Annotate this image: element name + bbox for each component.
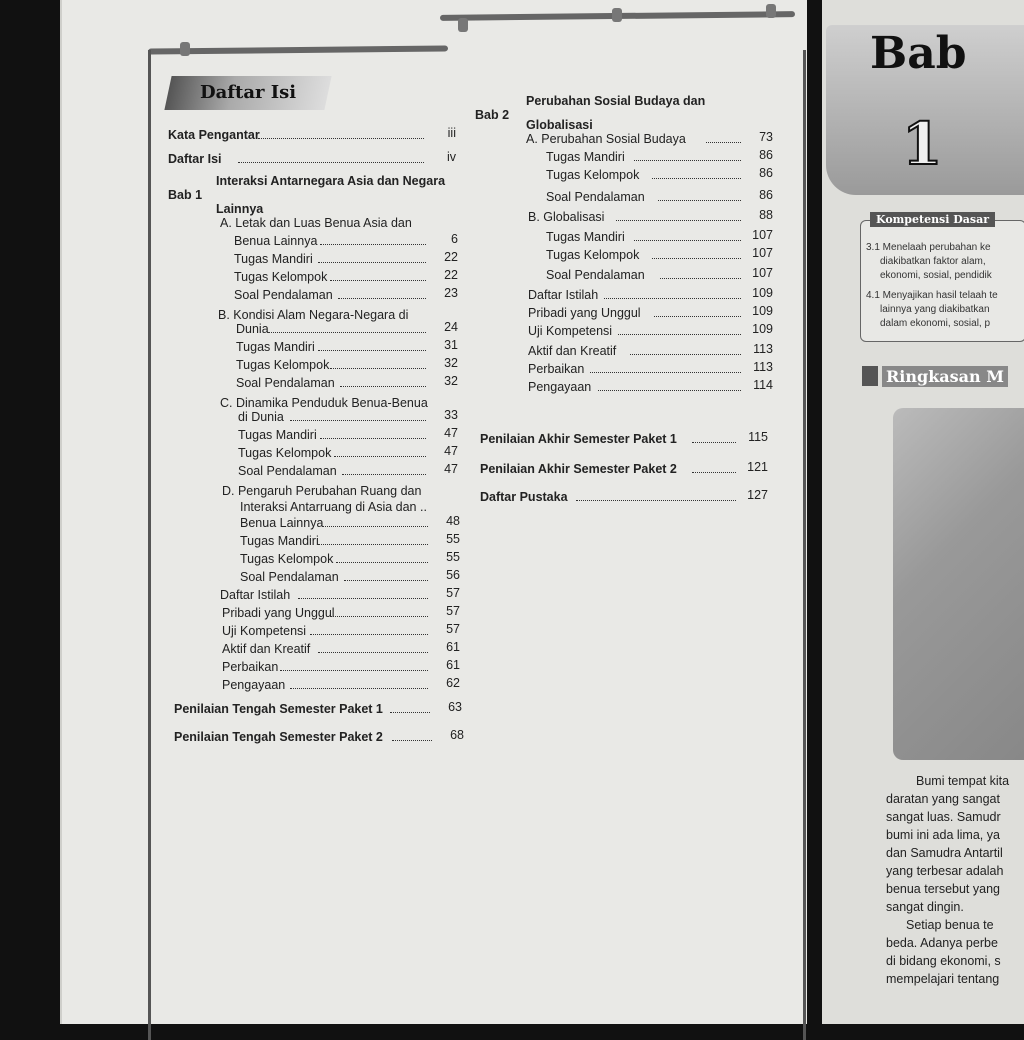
toc-entry-title: Pengayaan <box>222 678 286 692</box>
toc-entry-title: Soal Pendalaman <box>240 570 339 584</box>
toc-entry-title: Daftar Istilah <box>220 588 291 602</box>
toc-leader-dots <box>344 570 428 581</box>
toc-entry-title: Uji Kompetensi <box>222 624 307 638</box>
body-line: sangat dingin. <box>886 900 964 914</box>
toc-entry-title: di Dunia <box>238 410 284 424</box>
toc-leader-dots <box>618 324 741 335</box>
toc-page-number: 55 <box>446 550 460 564</box>
toc-entry-title: Tugas Kelompok <box>234 270 328 284</box>
kompetensi-line: dalam ekonomi, sosial, p <box>880 318 991 329</box>
chapter-number: 1 <box>902 110 943 178</box>
toc-leader-dots <box>630 344 741 355</box>
toc-leader-dots <box>634 150 741 161</box>
toc-entry-title: Interaksi Antarnegara Asia dan Negara <box>216 174 446 188</box>
toc-entry-title: Tugas Mandiri <box>236 340 315 354</box>
toc-leader-dots <box>652 248 741 259</box>
toc-entry-title: Tugas Kelompok <box>546 248 640 262</box>
toc-leader-dots <box>342 464 426 475</box>
toc-leader-dots <box>268 322 426 333</box>
toc-leader-dots <box>322 516 428 527</box>
toc-page-number: 109 <box>752 286 773 300</box>
toc-entry-title: Bab 1 <box>168 188 203 202</box>
toc-entry-title: Pengayaan <box>528 380 592 394</box>
toc-page-number: 55 <box>446 532 460 546</box>
body-line: di bidang ekonomi, s <box>886 954 1001 968</box>
toc-page-number: 107 <box>752 228 773 242</box>
toc-entry-title: Pribadi yang Unggul <box>222 606 335 620</box>
kompetensi-line: 4.1 Menyajikan hasil telaah te <box>866 290 998 301</box>
toc-page-number: 47 <box>444 462 458 476</box>
body-line: Bumi tempat kita <box>916 774 1010 788</box>
kompetensi-line: ekonomi, sosial, pendidik <box>880 270 992 281</box>
toc-leader-dots <box>340 376 426 387</box>
body-line: sangat luas. Samudr <box>886 810 1001 824</box>
toc-leader-dots <box>634 230 741 241</box>
kompetensi-line: lainnya yang diakibatkan <box>880 304 990 315</box>
toc-page-number: 86 <box>759 148 773 162</box>
toc-leader-dots <box>318 340 426 351</box>
toc-entry-title: Perubahan Sosial Budaya dan <box>526 94 706 108</box>
toc-page-number: 107 <box>752 266 773 280</box>
toc-entry-title: Penilaian Tengah Semester Paket 2 <box>174 730 383 744</box>
toc-entry-title: Daftar Istilah <box>528 288 599 302</box>
toc-page-number: iv <box>446 150 456 164</box>
toc-page-number: 68 <box>450 728 464 742</box>
toc-page-number: 57 <box>446 622 460 636</box>
toc-page-number: 73 <box>759 130 773 144</box>
toc-leader-dots <box>280 660 428 671</box>
rail-knob <box>458 18 468 32</box>
toc-page-number: 56 <box>446 568 460 582</box>
toc-page-number: 32 <box>444 356 458 370</box>
toc-leader-dots <box>318 642 428 653</box>
body-line: daratan yang sangat <box>886 792 1000 806</box>
toc-entry-title: Tugas Mandiri <box>546 230 625 244</box>
toc-page-number: iii <box>447 126 456 140</box>
toc-leader-dots <box>258 128 424 139</box>
toc-page-number: 22 <box>444 250 458 264</box>
toc-page-number: 114 <box>753 378 773 392</box>
toc-page-number: 23 <box>444 286 458 300</box>
page-title: Daftar Isi <box>200 82 297 103</box>
toc-entry-title: Soal Pendalaman <box>546 268 645 282</box>
body-line: yang terbesar adalah <box>886 864 1004 878</box>
toc-entry-title: Daftar Pustaka <box>480 490 568 504</box>
toc-entry-title: Soal Pendalaman <box>234 288 333 302</box>
kompetensi-line: diakibatkan faktor alam, <box>880 256 986 267</box>
toc-leader-dots <box>330 606 428 617</box>
toc-leader-dots <box>692 432 736 443</box>
kompetensi-title: Kompetensi Dasar <box>870 212 995 227</box>
ringkasan-title: Ringkasan M <box>882 366 1008 387</box>
toc-leader-dots <box>336 552 428 563</box>
toc-page-number: 121 <box>747 460 768 474</box>
toc-entry-title: Tugas Kelompok <box>546 168 640 182</box>
toc-entry-title: Daftar Isi <box>168 152 222 166</box>
toc-leader-dots <box>652 168 741 179</box>
toc-entry-title: Globalisasi <box>526 118 593 132</box>
toc-leader-dots <box>310 624 428 635</box>
body-line: beda. Adanya perbe <box>886 936 998 950</box>
toc-entry-title: Perbaikan <box>222 660 279 674</box>
toc-leader-dots <box>392 730 432 741</box>
toc-leader-dots <box>654 306 741 317</box>
toc-page-number: 113 <box>753 360 773 374</box>
toc-entry-title: Interaksi Antarruang di Asia dan .. <box>240 500 427 514</box>
toc-page-number: 88 <box>759 208 773 222</box>
toc-page-number: 86 <box>759 188 773 202</box>
toc-entry-title: Pribadi yang Unggul <box>528 306 641 320</box>
toc-entry-title: Soal Pendalaman <box>546 190 645 204</box>
toc-page-number: 62 <box>446 676 460 690</box>
toc-entry-title: Soal Pendalaman <box>238 464 337 478</box>
toc-leader-dots <box>338 288 426 299</box>
toc-leader-dots <box>692 462 736 473</box>
toc-entry-title: Kata Pengantar <box>168 128 260 142</box>
toc-leader-dots <box>290 410 426 421</box>
toc-entry-title: Aktif dan Kreatif <box>528 344 617 358</box>
toc-entry-title: Tugas Kelompok <box>238 446 332 460</box>
toc-page-number: 107 <box>752 246 773 260</box>
ringkasan-marker <box>862 366 878 386</box>
world-map-image <box>893 408 1024 760</box>
toc-leader-dots <box>604 288 741 299</box>
toc-entry-title: Penilaian Akhir Semester Paket 1 <box>480 432 677 446</box>
toc-page-number: 57 <box>446 604 460 618</box>
toc-entry-title: Tugas Mandiri <box>546 150 625 164</box>
toc-leader-dots <box>598 380 741 391</box>
toc-entry-title: Benua Lainnya <box>240 516 324 530</box>
toc-page-number: 33 <box>444 408 458 422</box>
toc-entry-title: Uji Kompetensi <box>528 324 613 338</box>
toc-entry-title: Tugas Mandiri <box>238 428 317 442</box>
toc-page-number: 22 <box>444 268 458 282</box>
toc-leader-dots <box>660 268 741 279</box>
rail-knob <box>612 8 622 22</box>
toc-entry-title: Tugas Kelompok <box>236 358 330 372</box>
toc-leader-dots <box>334 446 426 457</box>
toc-entry-title: Penilaian Tengah Semester Paket 1 <box>174 702 383 716</box>
toc-leader-dots <box>238 152 424 163</box>
toc-page-number: 109 <box>752 304 773 318</box>
toc-page-number: 32 <box>444 374 458 388</box>
toc-leader-dots <box>706 132 741 143</box>
toc-entry-title: C. Dinamika Penduduk Benua-Benua <box>220 396 428 410</box>
toc-leader-dots <box>330 358 426 369</box>
toc-leader-dots <box>290 678 428 689</box>
toc-entry-title: Dunia <box>236 322 269 336</box>
toc-entry-title: Lainnya <box>216 202 264 216</box>
toc-entry-title: A. Letak dan Luas Benua Asia dan <box>220 216 412 230</box>
toc-entry-title: Benua Lainnya <box>234 234 318 248</box>
body-line: mempelajari tentang <box>886 972 1000 986</box>
toc-entry-title: D. Pengaruh Perubahan Ruang dan <box>222 484 422 498</box>
toc-page-number: 63 <box>448 700 462 714</box>
toc-leader-dots <box>576 490 736 501</box>
toc-page-number: 109 <box>752 322 773 336</box>
kompetensi-line: 3.1 Menelaah perubahan ke <box>866 242 991 253</box>
toc-entry-title: Aktif dan Kreatif <box>222 642 311 656</box>
toc-page-number: 6 <box>451 232 458 246</box>
rail-knob <box>766 4 776 18</box>
toc-page-number: 57 <box>446 586 460 600</box>
toc-page-number: 47 <box>444 426 458 440</box>
toc-entry-title: B. Globalisasi <box>528 210 605 224</box>
toc-page-number: 48 <box>446 514 460 528</box>
toc-entry-title: Soal Pendalaman <box>236 376 335 390</box>
toc-page-number: 47 <box>444 444 458 458</box>
toc-leader-dots <box>318 534 428 545</box>
toc-leader-dots <box>318 252 426 263</box>
toc-entry-title: B. Kondisi Alam Negara-Negara di <box>218 308 409 322</box>
toc-entry-title: Bab 2 <box>475 108 510 122</box>
toc-leader-dots <box>390 702 430 713</box>
chapter-label: Bab <box>870 28 967 79</box>
toc-leader-dots <box>330 270 426 281</box>
toc-entry-title: Tugas Kelompok <box>240 552 334 566</box>
toc-page-number: 86 <box>759 166 773 180</box>
body-line: benua tersebut yang <box>886 882 1000 896</box>
toc-leader-dots <box>298 588 428 599</box>
toc-entry-title: Tugas Mandiri <box>240 534 319 548</box>
toc-leader-dots <box>658 190 741 201</box>
toc-page-number: 31 <box>444 338 458 352</box>
toc-leader-dots <box>616 210 741 221</box>
toc-entry-title: Penilaian Akhir Semester Paket 2 <box>480 462 677 476</box>
body-line: dan Samudra Antartil <box>886 846 1003 860</box>
toc-page-number: 24 <box>444 320 458 334</box>
toc-entry-title: Tugas Mandiri <box>234 252 313 266</box>
toc-page-number: 61 <box>446 640 460 654</box>
toc-leader-dots <box>320 234 426 245</box>
toc-leader-dots <box>590 362 741 373</box>
toc-leader-dots <box>320 428 426 439</box>
toc-entry-title: Perbaikan <box>528 362 585 376</box>
toc-page-number: 113 <box>753 342 773 356</box>
body-line: bumi ini ada lima, ya <box>886 828 1000 842</box>
toc-page-number: 61 <box>446 658 460 672</box>
toc-page-number: 115 <box>748 430 768 444</box>
toc-page-number: 127 <box>747 488 768 502</box>
toc-entry-title: A. Perubahan Sosial Budaya <box>526 132 686 146</box>
body-line: Setiap benua te <box>906 918 994 932</box>
